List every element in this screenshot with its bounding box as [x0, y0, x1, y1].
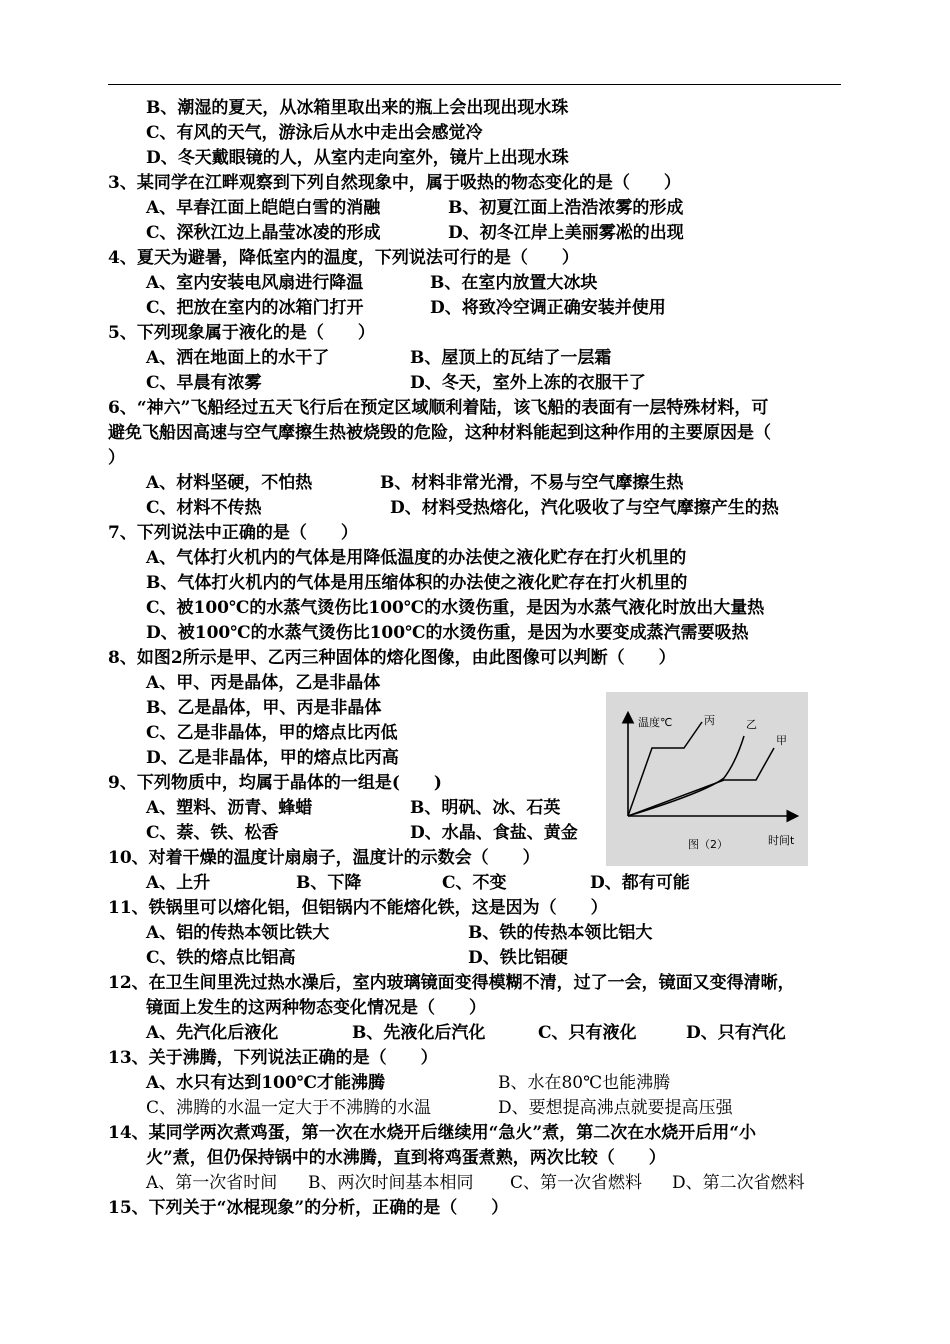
text-segment: B、潮湿的夏天，从冰箱里取出来的瓶上会出现出现水珠 — [146, 98, 569, 118]
text-segment: D、第二次省燃料 — [672, 1173, 805, 1193]
text-segment: D、只有汽化 — [686, 1023, 786, 1043]
text-segment: D、冬天，室外上冻的衣服干了 — [410, 373, 646, 393]
curve-label-yi: 乙 — [746, 718, 757, 731]
text-segment: A、水只有达到100℃才能沸腾 — [146, 1073, 386, 1093]
curve-label-jia: 甲 — [776, 734, 787, 747]
x-axis-label: 时间t — [768, 834, 795, 847]
text-segment: 11、铁锅里可以熔化铝，但铝锅内不能熔化铁，这是因为（ ） — [108, 898, 608, 918]
text-segment: 4、夏天为避暑，降低室内的温度，下列说法可行的是（ ） — [108, 248, 579, 268]
text-segment: D、将致冷空调正确安装并使用 — [430, 298, 666, 318]
text-segment: B、两次时间基本相同 — [308, 1173, 474, 1193]
text-segment: 7、下列说法中正确的是（ ） — [108, 523, 358, 543]
text-segment: 6、“神六”飞船经过五天飞行后在预定区域顺利着陆，该飞船的表面有一层特殊材料，可 — [108, 398, 769, 418]
text-segment: C、被100℃的水蒸气烫伤比100℃的水烫伤重，是因为水蒸气液化时放出大量热 — [146, 598, 765, 618]
text-segment: B、铁的传热本领比铝大 — [468, 923, 653, 943]
text-segment: 避免飞船因高速与空气摩擦生热被烧毁的危险，这种材料能起到这种作用的主要原因是（ — [108, 423, 771, 443]
text-segment: C、萘、铁、松香 — [146, 823, 279, 843]
text-segment: C、铁的熔点比铝高 — [146, 948, 296, 968]
text-segment: 15、下列关于“冰棍现象”的分析，正确的是（ ） — [108, 1198, 509, 1218]
text-segment: A、早春江面上皑皑白雪的消融 — [146, 198, 381, 218]
text-segment: ） — [108, 448, 125, 468]
text-segment: A、第一次省时间 — [146, 1173, 278, 1193]
text-segment: 10、对着干燥的温度计扇扇子，温度计的示数会（ ） — [108, 848, 540, 868]
text-segment: D、材料受热熔化，汽化吸收了与空气摩擦产生的热 — [390, 498, 779, 518]
text-segment: C、乙是非晶体，甲的熔点比丙低 — [146, 723, 398, 743]
melting-graph-figure — [606, 692, 808, 866]
text-segment: 14、某同学两次煮鸡蛋，第一次在水烧开后继续用“急火”煮，第二次在水烧开后用“小 — [108, 1123, 756, 1143]
figure-caption: 图（2） — [688, 838, 728, 851]
text-segment: D、要想提高沸点就要提高压强 — [498, 1098, 733, 1118]
text-segment: C、早晨有浓雾 — [146, 373, 262, 393]
text-segment: A、甲、丙是晶体，乙是非晶体 — [146, 673, 381, 693]
text-segment: B、乙是晶体，甲、丙是非晶体 — [146, 698, 382, 718]
text-segment: C、只有液化 — [538, 1023, 637, 1043]
text-segment: B、屋顶上的瓦结了一层霜 — [410, 348, 612, 368]
text-segment: B、下降 — [296, 873, 362, 893]
text-segment: D、铁比铝硬 — [468, 948, 568, 968]
text-segment: A、上升 — [146, 873, 211, 893]
text-segment: 9、下列物质中，均属于晶体的一组是( ) — [108, 773, 442, 793]
text-segment: 3、某同学在江畔观察到下列自然现象中，属于吸热的物态变化的是（ ） — [108, 173, 681, 193]
text-segment: C、沸腾的水温一定大于不沸腾的水温 — [146, 1098, 432, 1118]
text-segment: 13、关于沸腾，下列说法正确的是（ ） — [108, 1048, 438, 1068]
text-segment: B、气体打火机内的气体是用压缩体积的办法使之液化贮存在打火机里的 — [146, 573, 688, 593]
text-segment: D、被100℃的水蒸气烫伤比100℃的水烫伤重，是因为水要变成蒸汽需要吸热 — [146, 623, 749, 643]
text-segment: 8、如图2所示是甲、乙丙三种固体的熔化图像，由此图像可以判断（ ） — [108, 648, 676, 668]
curve-yi — [628, 736, 744, 816]
text-segment: 5、下列现象属于液化的是（ ） — [108, 323, 375, 343]
text-segment: C、材料不传热 — [146, 498, 262, 518]
text-segment: C、深秋江边上晶莹冰凌的形成 — [146, 223, 381, 243]
text-segment: D、冬天戴眼镜的人，从室内走向室外，镜片上出现水珠 — [146, 148, 569, 168]
curve-jia — [628, 748, 774, 816]
y-axis-label: 温度℃ — [638, 716, 673, 729]
text-segment: 镜面上发生的这两种物态变化情况是（ ） — [146, 998, 486, 1018]
curve-label-bing: 丙 — [704, 714, 715, 727]
text-segment: A、铝的传热本领比铁大 — [146, 923, 330, 943]
text-segment: C、有风的天气，游泳后从水中走出会感觉冷 — [146, 123, 483, 143]
text-segment: C、把放在室内的冰箱门打开 — [146, 298, 364, 318]
text-segment: A、塑料、沥青、蜂蜡 — [146, 798, 313, 818]
text-segment: D、都有可能 — [590, 873, 690, 893]
text-segment: D、乙是非晶体，甲的熔点比丙高 — [146, 748, 399, 768]
text-segment: C、第一次省燃料 — [510, 1173, 643, 1193]
text-segment: B、在室内放置大冰块 — [430, 273, 598, 293]
text-segment: B、明矾、冰、石英 — [410, 798, 561, 818]
text-segment: A、先汽化后液化 — [146, 1023, 279, 1043]
text-segment: 12、在卫生间里洗过热水澡后，室内玻璃镜面变得模糊不清，过了一会，镜面又变得清晰， — [108, 973, 795, 993]
text-segment: D、初冬江岸上美丽雾凇的出现 — [448, 223, 684, 243]
text-segment: 火”煮，但仍保持锅中的水沸腾，直到将鸡蛋煮熟，两次比较（ ） — [146, 1148, 666, 1168]
text-segment: A、气体打火机内的气体是用降低温度的办法使之液化贮存在打火机里的 — [146, 548, 687, 568]
text-segment: A、洒在地面上的水干了 — [146, 348, 330, 368]
header-rule — [108, 84, 841, 85]
melting-graph — [606, 692, 808, 866]
text-segment: B、先液化后汽化 — [352, 1023, 486, 1043]
text-segment: A、室内安装电风扇进行降温 — [146, 273, 364, 293]
text-segment: D、水晶、食盐、黄金 — [410, 823, 578, 843]
text-segment: A、材料坚硬，不怕热 — [146, 473, 313, 493]
text-segment: C、不变 — [442, 873, 507, 893]
text-segment: B、材料非常光滑，不易与空气摩擦生热 — [380, 473, 684, 493]
text-segment: B、初夏江面上浩浩浓雾的形成 — [448, 198, 684, 218]
text-segment: B、水在80℃也能沸腾 — [498, 1073, 671, 1093]
